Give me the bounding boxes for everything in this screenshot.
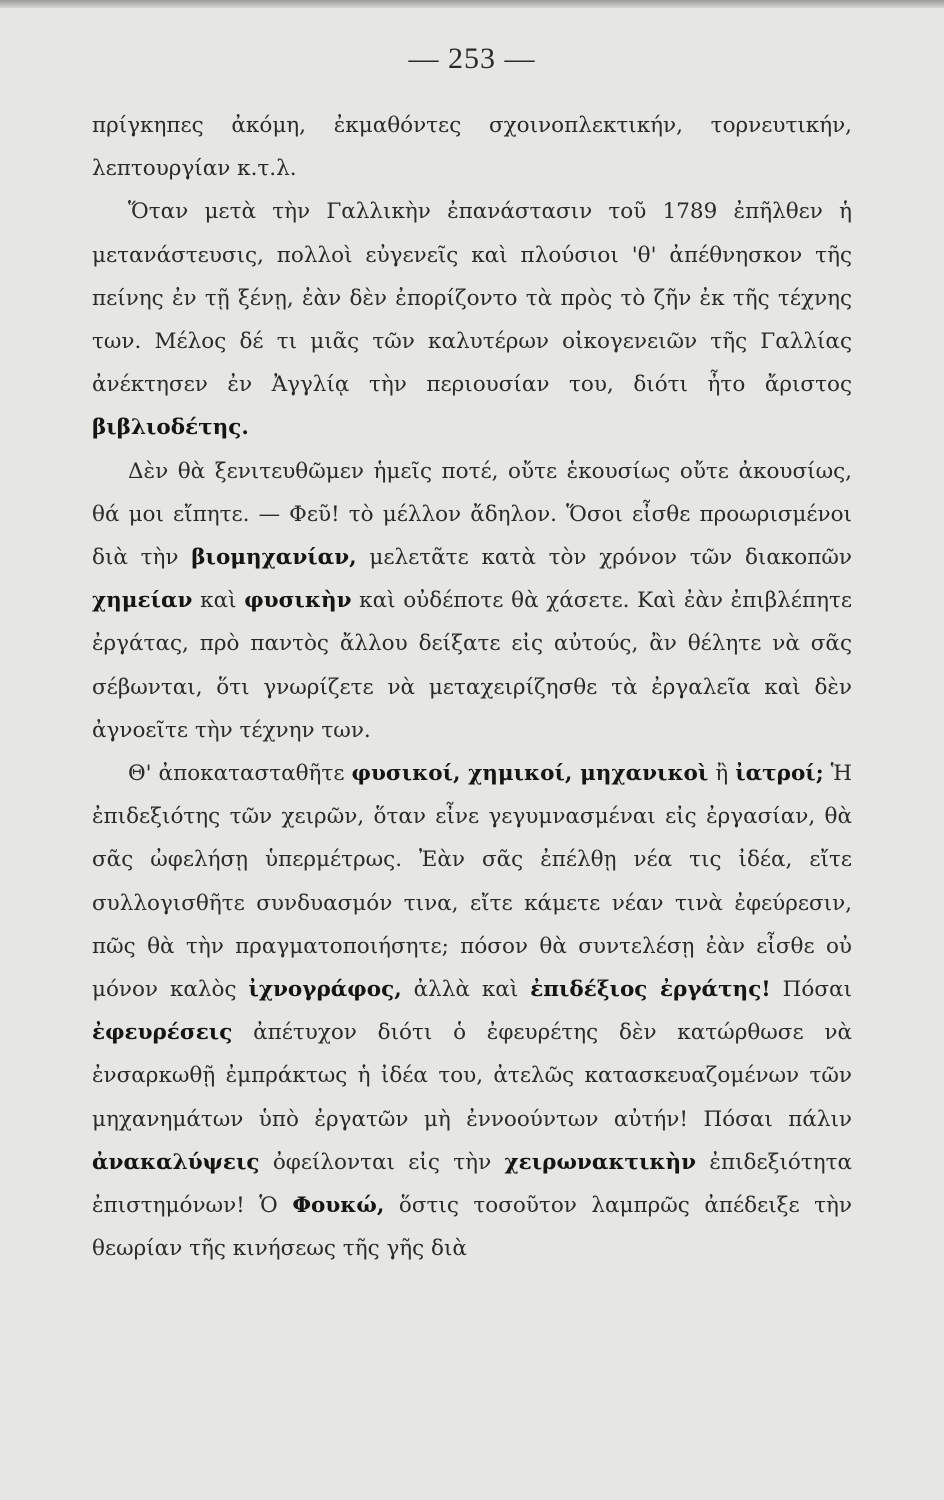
- emphasized-term: φυσικοί, χημικοί, μηχανικοὶ: [351, 761, 709, 787]
- text-run: Πόσαι: [770, 977, 852, 1003]
- body-text: [92, 104, 852, 1270]
- emphasized-term: βιομηχανίαν,: [191, 545, 357, 571]
- text-run: καὶ οὐδέποτε θὰ χάσετε. Καὶ ἐὰν ἐπιβλέπητε ἐργάτας, πρὸ παντὸς ἄλλου δείξατε εἰς αὐτούς, ἂν θέλητε νὰ σᾶς σέβωνται, ὅτι γνωρίζετε νὰ μεταχειρίζησθε τὰ ἐργαλεῖα καὶ δὲν ἀγνοεῖτε τὴν τέχνην των.: [92, 588, 852, 743]
- emphasized-term: βιβλιοδέτης.: [92, 415, 249, 441]
- paragraph: [92, 190, 852, 449]
- text-run: ἀλλὰ καὶ: [401, 977, 531, 1003]
- text-run: ὀφείλονται εἰς τὴν: [259, 1149, 505, 1175]
- paragraph: [92, 450, 852, 752]
- paragraph: [92, 752, 852, 1270]
- emphasized-term: ἐπιδέξιος ἐργάτης!: [530, 977, 771, 1003]
- page-number: — 253 —: [408, 42, 536, 75]
- text-run: πρίγκηπες ἀκόμη, ἐκμαθόντες σχοινοπλεκτικήν, τορνευτικήν, λεπτουργίαν κ.τ.λ.: [92, 113, 852, 182]
- text-run: Δὲν θὰ ξενιτευθῶμεν ἡμεῖς ποτέ, οὔτε ἑκουσίως οὔτε ἀκουσίως, θά μοι εἴπητε. — Φεῦ! τὸ μέλλον ἄδηλον. Ὅσοι εἶσθε προωρισμένοι διὰ τὴν: [92, 458, 852, 571]
- emphasized-term: Φουκώ,: [292, 1193, 385, 1219]
- text-run: Θ' ἀποκατασταθῆτε: [128, 761, 352, 787]
- emphasized-term: χημείαν: [92, 588, 193, 614]
- text-run: ἀπέτυχον διότι ὁ ἐφευρέτης δὲν κατώρθωσε νὰ ἐνσαρκωθῇ ἐμπράκτως ἡ ἰδέα του, ἀτελῶς κατασκευαζομένων τῶν μηχανημάτων ὑπὸ ἐργατῶν μὴ ἐννοούντων αὐτήν! Πόσαι πάλιν: [92, 1020, 852, 1132]
- emphasized-term: φυσικὴν: [244, 588, 352, 614]
- text-run: Ὅταν μετὰ τὴν Γαλλικὴν ἐπανάστασιν τοῦ 1789 ἐπῆλθεν ἡ μετανάστευσις, πολλοὶ εὐγενεῖς καὶ πλούσιοι 'θ' ἀπέθνησκον τῆς πείνης ἐν τῇ ξένῃ, ἐὰν δὲν ἐπορίζοντο τὰ πρὸς τὸ ζῆν ἐκ τῆς τέχνης των. Μέλος δέ τι μιᾶς τῶν καλυτέρων οἰκογενειῶν τῆς Γαλλίας ἀνέκτησεν ἐν Ἀγγλίᾳ τὴν περιουσίαν του, διότι ἦτο ἄριστος: [92, 199, 852, 398]
- page-top-edge: [0, 0, 944, 8]
- text-run: Ἡ ἐπιδεξιότης τῶν χειρῶν, ὅταν εἶνε γεγυμνασμέναι εἰς ἐργασίαν, θὰ σᾶς ὠφελήσῃ ὑπερμέτρως. Ἐὰν σᾶς ἐπέλθῃ νέα τις ἰδέα, εἴτε συλλογισθῆτε συνδυασμόν τινα, εἴτε κάμετε νέαν τινὰ ἐφεύρεσιν, πῶς θὰ τὴν πραγματοποιήσητε; πόσον θὰ συντελέσῃ ἐὰν εἶσθε οὐ μόνον καλὸς: [92, 761, 852, 1003]
- emphasized-term: ἰατροί;: [735, 761, 824, 787]
- text-run: καὶ: [192, 588, 245, 614]
- text-run: μελετᾶτε κατὰ τὸν χρόνον τῶν διακοπῶν: [356, 545, 852, 571]
- text-run: ὅστις τοσοῦτον λαμπρῶς ἀπέδειξε τὴν θεωρίαν τῆς κινήσεως τῆς γῆς διὰ: [92, 1193, 852, 1262]
- paragraph: [92, 104, 852, 190]
- emphasized-term: ἐφευρέσεις: [92, 1020, 233, 1046]
- emphasized-term: ἰχνογράφος,: [248, 977, 402, 1003]
- text-run: ἢ: [708, 761, 736, 787]
- text-run: ἐπιδεξιότητα ἐπιστημόνων! Ὁ: [92, 1149, 853, 1219]
- emphasized-term: χειρωνακτικὴν: [504, 1149, 697, 1175]
- emphasized-term: ἀνακαλύψεις: [92, 1149, 260, 1175]
